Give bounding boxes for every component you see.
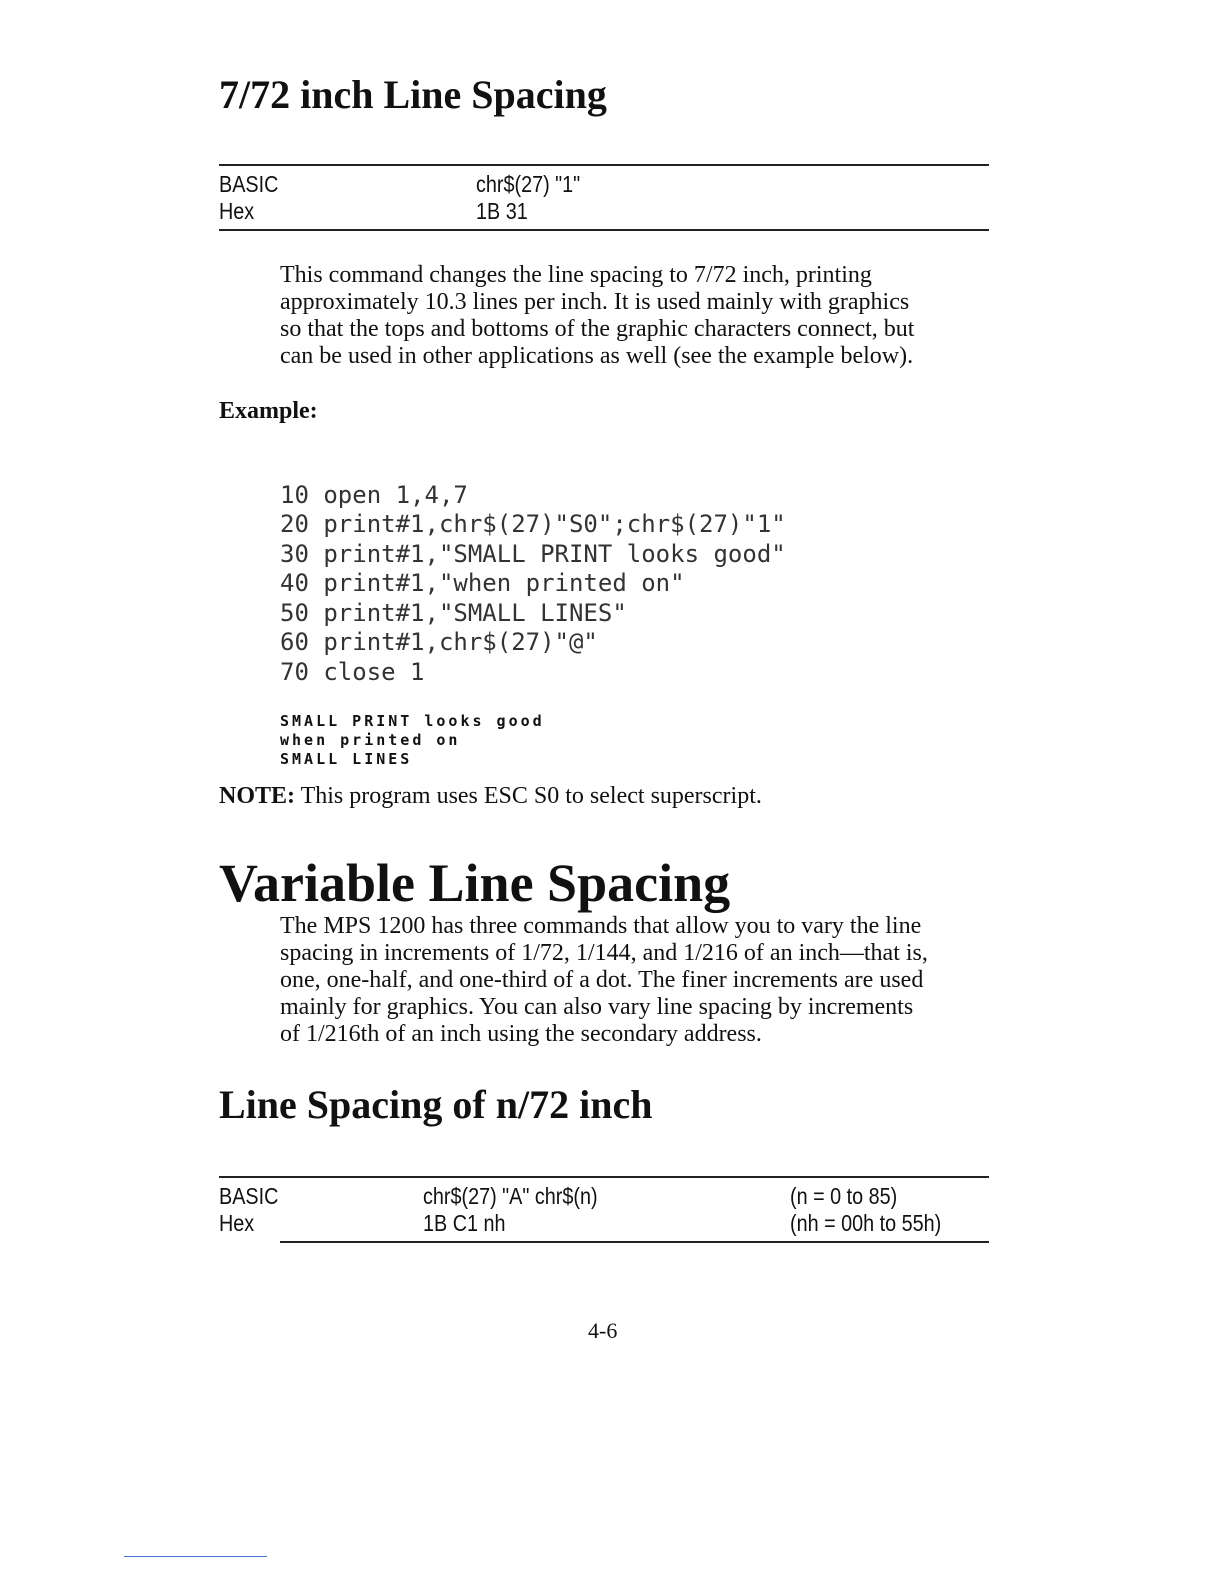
paragraph-line: spacing in increments of 1/72, 1/144, and 1/216 of an inch—that is, <box>280 940 928 966</box>
code-listing <box>280 451 786 717</box>
note <box>219 783 762 810</box>
output-line: SMALL LINES <box>280 750 413 768</box>
variable-spacing-paragraph <box>280 913 990 1048</box>
cmd-label-basic: BASIC <box>219 1183 279 1209</box>
code-line: 40 print#1,"when printed on" <box>280 569 685 597</box>
cmd-code-hex: 1B C1 nh <box>423 1210 506 1236</box>
code-line: 30 print#1,"SMALL PRINT looks good" <box>280 539 786 568</box>
paragraph-line: of 1/216th of an inch using the secondary address. <box>280 1021 762 1047</box>
command-table-top-rule <box>219 164 989 166</box>
note-label: NOTE: <box>219 783 296 809</box>
note-text: This program uses ESC S0 to select superscript. <box>300 783 762 809</box>
paragraph-line: so that the tops and bottoms of the graphic characters connect, but <box>280 316 915 342</box>
section-title-n-72: Line Spacing of n/72 inch <box>219 1082 653 1127</box>
paragraph-line: The MPS 1200 has three commands that allow you to vary the line <box>280 913 922 939</box>
code-line: 70 close 1 <box>280 657 425 686</box>
paragraph-line: mainly for graphics. You can also vary line spacing by increments <box>280 994 914 1020</box>
paragraph-line: can be used in other applications as well (see the example below). <box>280 343 914 369</box>
footer-divider <box>124 1556 267 1557</box>
code-line: 20 print#1,chr$(27)"S0";chr$(27)"1" <box>280 510 786 538</box>
output-line: SMALL PRINT looks good <box>280 712 545 730</box>
command-table-top-rule <box>219 1176 989 1178</box>
command-table-bottom-rule <box>280 1241 989 1243</box>
section-title-variable: Variable Line Spacing <box>219 853 731 913</box>
code-line: 50 print#1,"SMALL LINES" <box>280 598 627 627</box>
section-title-7-72: 7/72 inch Line Spacing <box>219 72 607 117</box>
cmd-label-basic: BASIC <box>219 171 279 197</box>
cmd-range-basic: (n = 0 to 85) <box>790 1183 898 1209</box>
code-line: 60 print#1,chr$(27)"@" <box>280 628 598 656</box>
page-number: 4-6 <box>588 1318 618 1343</box>
cmd-code-basic: chr$(27) "1" <box>476 171 581 197</box>
code-line: 10 open 1,4,7 <box>280 480 468 509</box>
printed-output-sample <box>280 693 545 788</box>
cmd-code-basic: chr$(27) "A" chr$(n) <box>423 1183 598 1209</box>
command-table-bottom-rule <box>219 229 989 231</box>
paragraph-line: approximately 10.3 lines per inch. It is used mainly with graphics <box>280 289 910 315</box>
output-line: when printed on <box>280 731 461 749</box>
description-paragraph <box>280 262 990 370</box>
example-label: Example: <box>219 398 318 424</box>
cmd-label-hex: Hex <box>219 198 255 224</box>
paragraph-line: one, one-half, and one-third of a dot. The finer increments are used <box>280 967 924 993</box>
paragraph-line: This command changes the line spacing to 7/72 inch, printing <box>280 262 872 288</box>
cmd-range-hex: (nh = 00h to 55h) <box>790 1210 942 1236</box>
cmd-code-hex: 1B 31 <box>476 198 528 224</box>
cmd-label-hex: Hex <box>219 1210 255 1236</box>
